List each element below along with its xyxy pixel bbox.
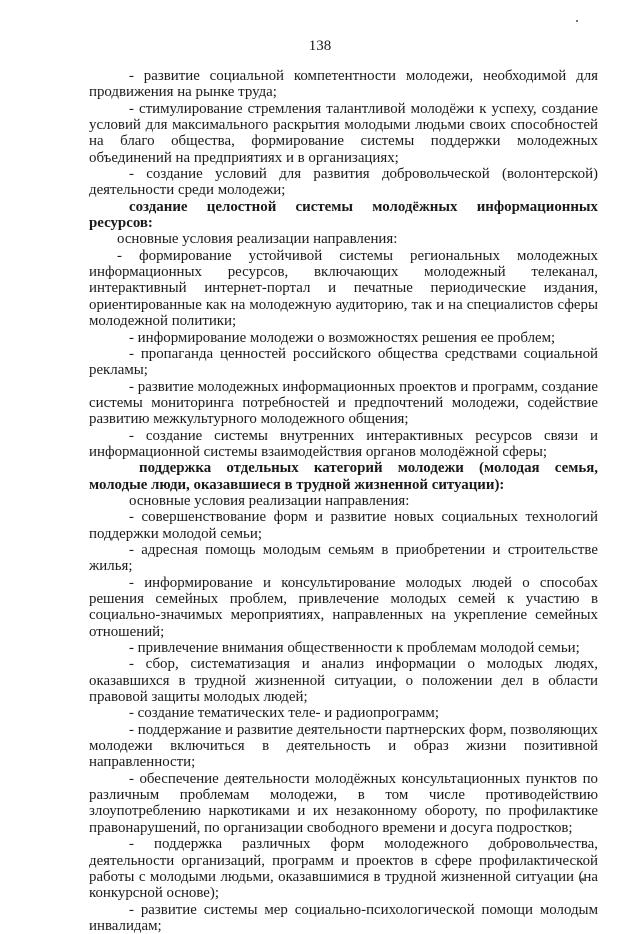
paragraph: - информирование молодежи о возможностях решения ее проблем; [129,329,556,346]
paragraph: - развитие социальной компетентности молодежи, необходимой для продвижения на рынке труда; [89,68,598,101]
scan-mark [576,20,578,22]
paragraph: - адресная помощь молодым семьям в приобретении и строительстве жилья; [89,541,598,575]
paragraph: - развитие системы мер социально-психологической помощи молодым инвалидам; [89,901,598,934]
paragraph: - совершенствование форм и развитие новых социальных технологий поддержки молодой семьи; [89,509,598,542]
paragraph: - создание системы внутренних интерактивных ресурсов связи и информационной системы взаимодействия органов молодёжной сферы; [89,427,598,460]
paragraph: - пропаганда ценностей российского общества средствами социальной рекламы; [89,345,598,379]
paragraph: - формирование устойчивой системы региональных молодежных информационных ресурсов, включающих молодежный телеканал, интерактивный интернет-портал и печатные периодические издания, ориентированные как на молодежную аудиторию, так и на специалистов сферы молодежной политики; [89,247,598,330]
page-number: 138 [308,38,332,54]
paragraph: - привлечение внимания общественности к проблемам молодой семьи; [129,640,580,657]
section-heading: создание целостной системы молодёжных информационных ресурсов: [89,198,598,232]
paragraph: основные условия реализации направления: [117,231,398,248]
paragraph: - поддержка различных форм молодежного добровольчества, деятельности организаций, программ и проектов в сфере профилактической работы с молодыми людьми, оказавшимися в трудной жизненной ситуации (на конкурсной основе); [89,836,598,902]
paragraph: - стимулирование стремления талантливой молодёжи к успеху, создание условий для максимального раскрытия молодыми людьми своих способностей на благо общества, формирование системы поддержки молодежных объединений на предприятиях и в организациях; [89,100,598,166]
paragraph: - создание условий для развития добровольческой (волонтерской) деятельности среди молодежи; [89,166,598,199]
document-body [89,68,598,934]
paragraph: - обеспечение деятельности молодёжных консультационных пунктов по различным проблемам молодежи, в том числе противодействию злоупотреблению наркотиками и их незаконному обороту, по профилактике правонарушений, по организации свободного времени и досуга подростков; [89,770,598,836]
paragraph: - сбор, систематизация и анализ информации о молодых людях, оказавшихся в трудной жизненной ситуации, о положении дел в области правовой защиты молодых людей; [89,656,598,706]
paragraph: - поддержание и развитие деятельности партнерских форм, позволяющих молодежи включиться в деятельность и образ жизни позитивной направленности; [89,721,598,771]
paragraph: - создание тематических теле- и радиопрограмм; [129,705,439,722]
paragraph: - развитие молодежных информационных проектов и программ, создание системы мониторинга потребностей и предпочтений молодежи, содействие развитию межкультурного молодежного общения; [89,378,598,428]
paragraph: основные условия реализации направления: [129,492,410,509]
section-heading: поддержка отдельных категорий молодежи (молодая семья, молодые люди, оказавшиеся в трудной жизненной ситуации): [89,460,598,493]
paragraph: - информирование и консультирование молодых людей о способах решения семейных проблем, привлечение молодых семей к участию в социально-значимых мероприятиях, направленных на укрепление семейных отношений; [89,574,598,640]
